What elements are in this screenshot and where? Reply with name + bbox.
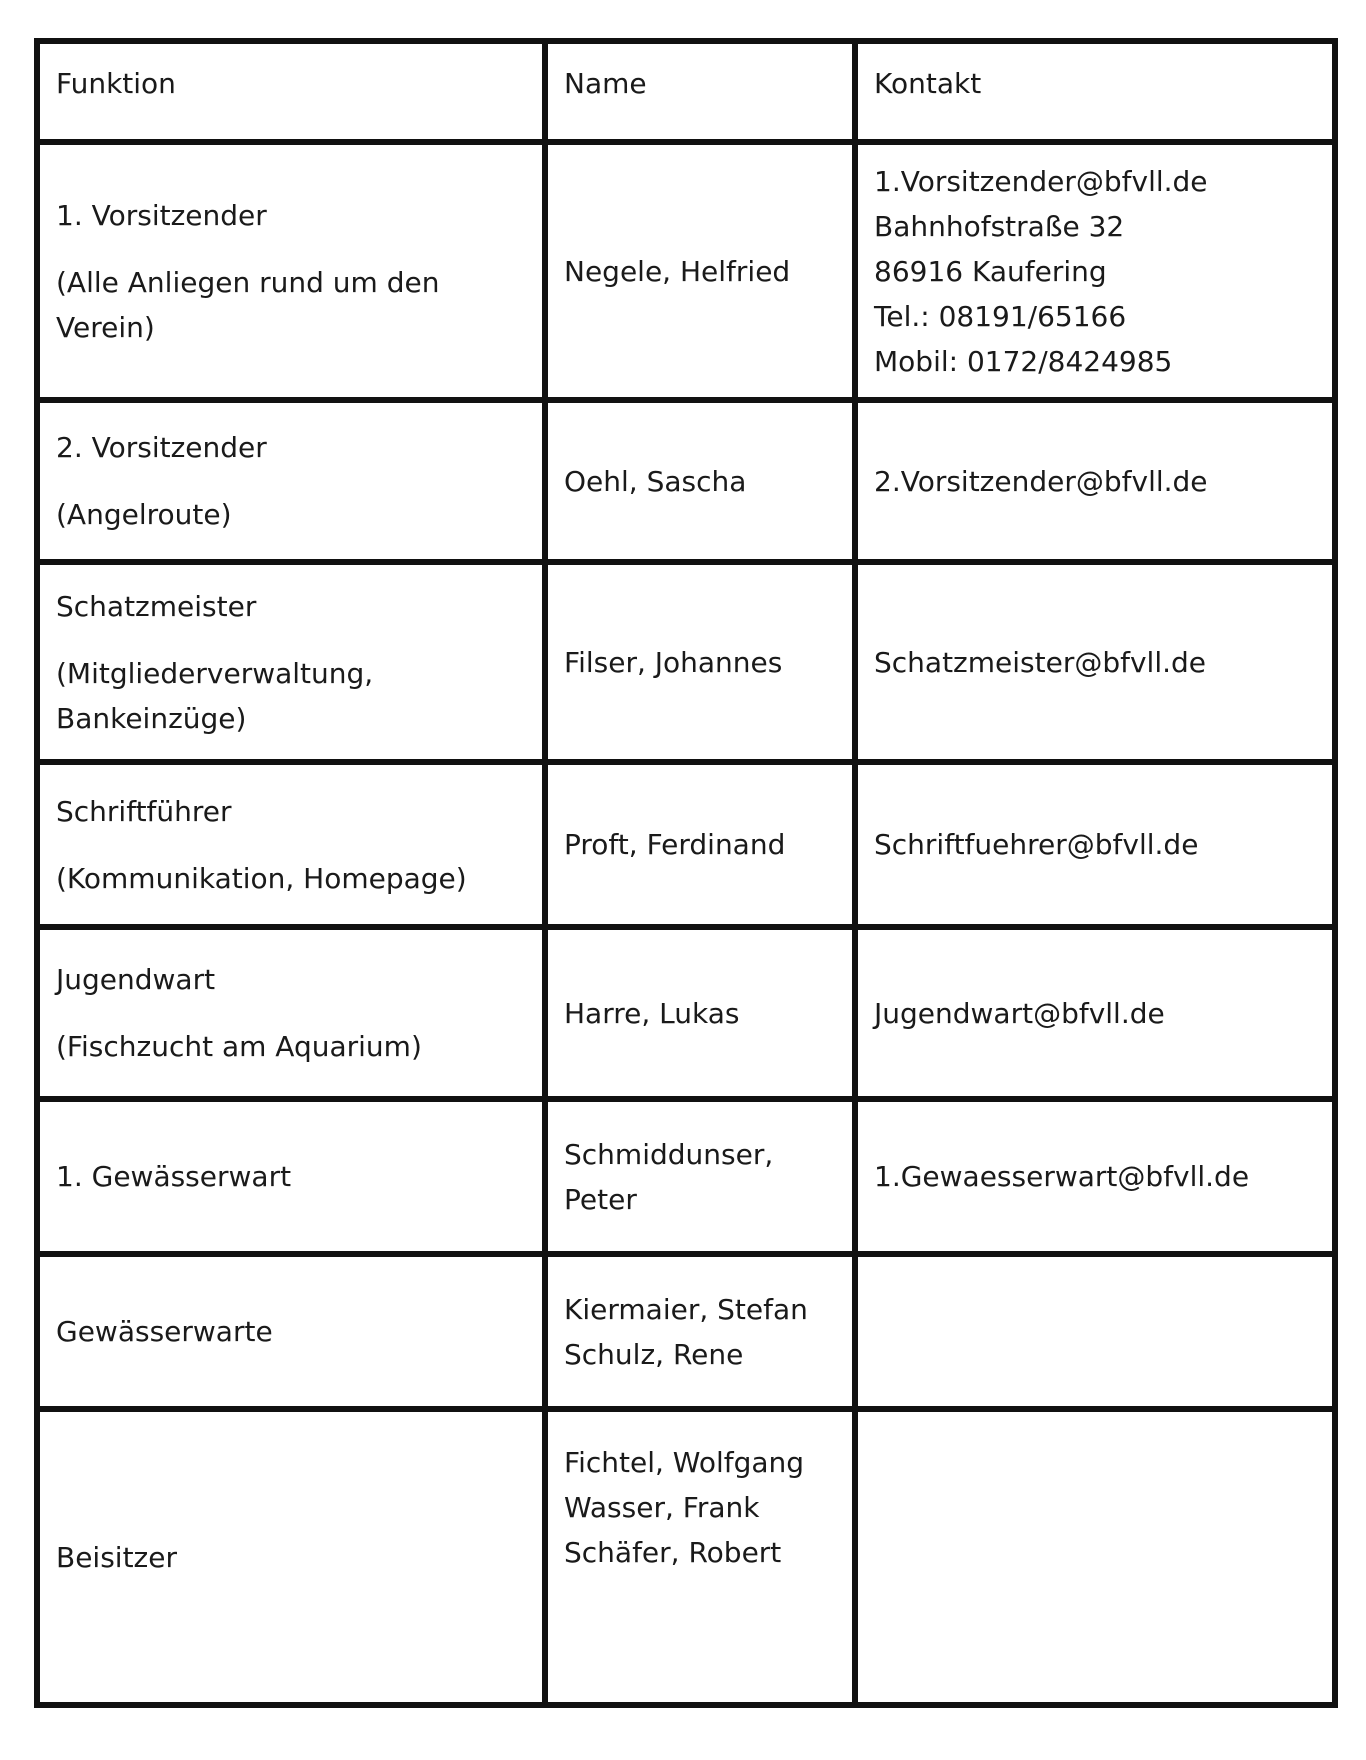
cell-kontakt <box>852 1412 1332 1702</box>
cell-funktion <box>40 403 542 559</box>
cell-kontakt <box>852 1102 1332 1251</box>
header-kontakt: Kontakt <box>874 67 982 100</box>
cell-kontakt <box>852 930 1332 1096</box>
cell-funktion <box>40 765 542 924</box>
email-link[interactable]: Schatzmeister@bfvll.de <box>874 645 1206 679</box>
cell-funktion <box>40 1412 542 1702</box>
person-name: Wasser, Frank <box>564 1491 760 1524</box>
cell-kontakt <box>852 145 1332 397</box>
cell-kontakt <box>852 765 1332 924</box>
table-row <box>40 1096 1332 1251</box>
funktion-description: (Alle Anliegen rund um den <box>56 265 440 299</box>
cell-funktion <box>40 930 542 1096</box>
funktion-description: (Fischzucht am Aquarium) <box>56 1030 422 1063</box>
cell-funktion <box>40 145 542 397</box>
table-row <box>40 759 1332 924</box>
funktion-title: 1. Vorsitzender <box>56 198 267 232</box>
person-name: Filser, Johannes <box>564 645 783 679</box>
funktion-title: Beisitzer <box>56 1540 177 1574</box>
email-link[interactable]: 1.Gewaesserwart@bfvll.de <box>874 1160 1250 1193</box>
email-link[interactable]: 2.Vorsitzender@bfvll.de <box>874 464 1208 498</box>
cell-name <box>542 1102 852 1251</box>
header-name: Name <box>564 67 647 100</box>
table-row <box>40 139 1332 397</box>
person-name: Oehl, Sascha <box>564 464 747 498</box>
cell-kontakt <box>852 403 1332 559</box>
cell-name <box>542 930 852 1096</box>
cell-funktion <box>40 1102 542 1251</box>
cell-name <box>542 403 852 559</box>
person-name: Schmiddunser, <box>564 1137 774 1171</box>
funktion-title: 1. Gewässerwart <box>56 1160 292 1193</box>
funktion-title: 2. Vorsitzender <box>56 431 267 464</box>
email-link[interactable]: 1.Vorsitzender@bfvll.de <box>874 164 1208 198</box>
table-row <box>40 397 1332 559</box>
contact-table <box>34 38 1338 1708</box>
header-cell-funktion <box>40 44 542 139</box>
cell-funktion <box>40 1257 542 1406</box>
funktion-description: (Angelroute) <box>56 498 232 531</box>
person-name: Schulz, Rene <box>564 1337 744 1371</box>
person-name: Proft, Ferdinand <box>564 828 786 861</box>
cell-funktion <box>40 565 542 759</box>
person-name: Negele, Helfried <box>564 254 791 288</box>
cell-name <box>542 1257 852 1406</box>
funktion-description: Verein) <box>56 310 155 344</box>
cell-name <box>542 565 852 759</box>
cell-kontakt <box>852 1257 1332 1406</box>
cell-kontakt <box>852 565 1332 759</box>
header-cell-name <box>542 44 852 139</box>
phone-number: Tel.: 08191/65166 <box>874 299 1127 333</box>
funktion-title: Jugendwart <box>56 963 216 996</box>
funktion-title: Schriftführer <box>56 794 232 828</box>
email-link[interactable]: Schriftfuehrer@bfvll.de <box>874 828 1199 861</box>
header-cell-kontakt <box>852 44 1332 139</box>
person-name: Harre, Lukas <box>564 996 740 1030</box>
cell-name <box>542 765 852 924</box>
table-header-row <box>40 44 1332 139</box>
table-row <box>40 559 1332 759</box>
header-funktion: Funktion <box>56 67 176 100</box>
person-name: Kiermaier, Stefan <box>564 1292 808 1326</box>
table-row <box>40 1406 1332 1702</box>
mobile-number: Mobil: 0172/8424985 <box>874 344 1173 378</box>
address-city: 86916 Kaufering <box>874 254 1107 288</box>
funktion-description: Bankeinzüge) <box>56 701 247 735</box>
address-street: Bahnhofstraße 32 <box>874 209 1125 243</box>
person-name: Peter <box>564 1182 637 1216</box>
table-row <box>40 1251 1332 1406</box>
person-name: Schäfer, Robert <box>564 1536 782 1569</box>
funktion-title: Gewässerwarte <box>56 1315 273 1348</box>
funktion-title: Schatzmeister <box>56 589 257 623</box>
person-name: Fichtel, Wolfgang <box>564 1446 805 1479</box>
funktion-description: (Kommunikation, Homepage) <box>56 861 467 895</box>
email-link[interactable]: Jugendwart@bfvll.de <box>874 996 1165 1030</box>
cell-name <box>542 145 852 397</box>
table-row <box>40 924 1332 1096</box>
funktion-description: (Mitgliederverwaltung, <box>56 656 374 690</box>
cell-name <box>542 1412 852 1702</box>
